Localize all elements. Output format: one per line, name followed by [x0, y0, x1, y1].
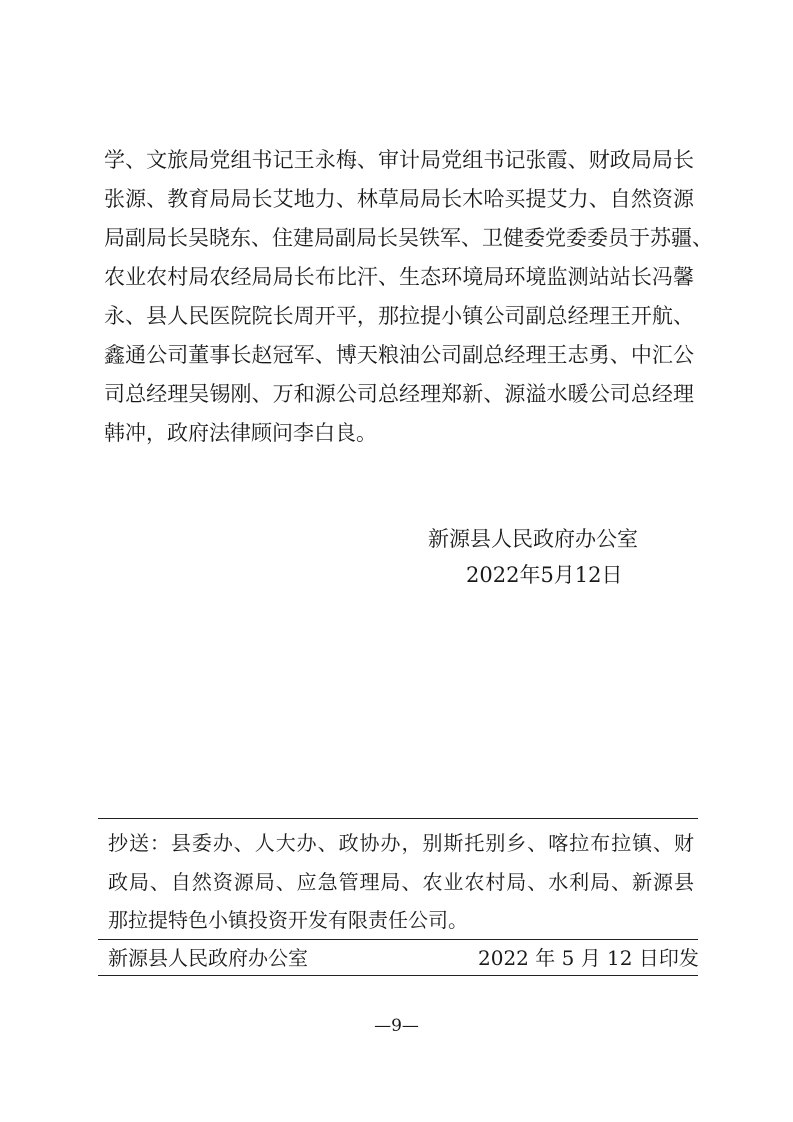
cc-line: 那拉提特色小镇投资开发有限责任公司。	[108, 908, 468, 932]
body-line: 张源、教育局局长艾地力、林草局局长木哈买提艾力、自然资源	[104, 187, 694, 211]
signature-date: 2022年5月12日	[466, 563, 623, 587]
cc-bottom-rule	[98, 975, 698, 976]
body-line: 韩冲，政府法律顾问李白良。	[104, 421, 377, 445]
cc-top-rule	[98, 818, 698, 819]
cc-middle-rule	[98, 939, 698, 940]
issuing-office: 新源县人民政府办公室	[108, 946, 308, 970]
cc-line: 抄送：县委办、人大办、政协办，别斯托别乡、喀拉布拉镇、财	[108, 831, 694, 855]
body-line: 局副局长吴晓东、住建局副局长吴铁军、卫健委党委委员于苏疆、	[104, 226, 713, 250]
body-line: 鑫通公司董事长赵冠军、博天粮油公司副总经理王志勇、中汇公	[104, 343, 694, 367]
cc-line: 政局、自然资源局、应急管理局、农业农村局、水利局、新源县	[108, 870, 694, 894]
body-line: 农业农村局农经局局长布比汗、生态环境局环境监测站站长冯馨	[104, 265, 694, 289]
body-line: 司总经理吴锡刚、万和源公司总经理郑新、源溢水暖公司总经理	[104, 382, 694, 406]
body-line: 永、县人民医院院长周开平，那拉提小镇公司副总经理王开航、	[104, 304, 694, 328]
page-number: —9—	[374, 1016, 419, 1036]
signature-office: 新源县人民政府办公室	[428, 527, 638, 551]
body-line: 学、文旅局党组书记王永梅、审计局党组书记张霞、财政局局长	[104, 148, 694, 172]
issue-date: 2022 年 5 月 12 日印发	[478, 946, 699, 970]
